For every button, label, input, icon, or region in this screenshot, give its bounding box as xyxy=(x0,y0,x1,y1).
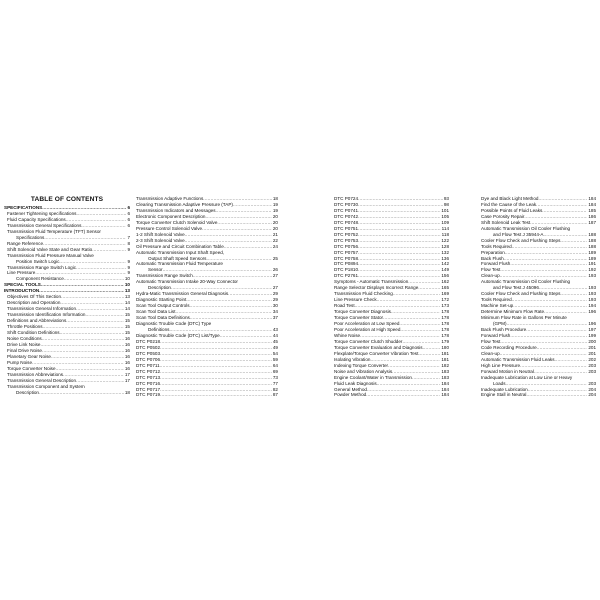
toc-page-number: 77 xyxy=(272,380,278,386)
toc-page-number: 184 xyxy=(588,201,596,207)
toc-page-number: 29 xyxy=(272,291,278,297)
toc-entry-title: Torque Converter Evaluation and Diagnosis xyxy=(334,344,423,350)
toc-page-number: 192 xyxy=(588,267,596,273)
toc-entry-title: Range Selector Displays Incorrect Range xyxy=(334,285,419,291)
toc-page-number: 14 xyxy=(124,306,130,312)
toc-entry-title: DTC P0724 xyxy=(334,196,359,201)
toc-entry-title: Sensor xyxy=(148,267,163,273)
toc-page-number: 20 xyxy=(272,219,278,225)
toc-page-number: 43 xyxy=(272,326,278,332)
toc-entry-title: SPECIFICATIONS xyxy=(4,205,43,210)
toc-entry-title: DTC P0719 xyxy=(136,392,161,398)
toc-entry-title: DTC P0730 xyxy=(334,201,359,207)
toc-entry-title: and Flow Test J 45096 xyxy=(493,285,539,291)
toc-page-number: 24 xyxy=(272,243,278,249)
toc-page-number: 30 xyxy=(272,303,278,309)
toc-page-number: 204 xyxy=(588,392,596,398)
toc-page-number: 15 xyxy=(124,312,130,318)
toc-page-number: 14 xyxy=(124,300,130,306)
toc-entry-title: Poor Acceleration at Low Speed xyxy=(334,321,400,327)
toc-entry-title: Definitions xyxy=(148,326,170,332)
toc-entry-title: Automatic Transmission Fluid Leaks xyxy=(481,356,555,362)
toc-page-number: 22 xyxy=(272,237,278,243)
toc-page-number: 109 xyxy=(441,219,449,225)
toc-page-number: 193 xyxy=(588,297,596,303)
toc-entry-title: Inadequate Lubrication at Low Line or Heavy xyxy=(481,374,573,380)
toc-entry-title: Automatic Transmission Input Shaft Speed, xyxy=(136,249,225,255)
toc-entry-title: DTC P0753 xyxy=(334,237,359,243)
toc-page-number: 149 xyxy=(441,267,449,273)
toc-page-number: 178 xyxy=(441,315,449,321)
toc-page-number: 34 xyxy=(272,309,278,315)
toc-column-3 xyxy=(334,196,449,398)
toc-page-number: 118 xyxy=(441,231,449,237)
toc-entry-title: Poor Acceleration at High Speed xyxy=(334,326,401,332)
toc-page-number: 201 xyxy=(588,350,596,356)
toc-page-number: 6 xyxy=(127,210,130,216)
toc-entry-title: Oil Pressure and Circuit Combination Table xyxy=(136,243,224,249)
dot-leader xyxy=(160,392,272,398)
toc-page-number: 199 xyxy=(588,332,596,338)
toc-page-number: 19 xyxy=(272,201,278,207)
toc-page-number: 6 xyxy=(127,222,130,228)
toc-entry-title: Diagnostic Trouble Code (DTC) List/Type xyxy=(136,332,220,338)
toc-entry-title: DTC P0756 xyxy=(334,243,359,249)
toc-page-number: 203 xyxy=(588,380,596,386)
toc-page-number: 27 xyxy=(272,285,278,291)
toc-entry-title: Tools Required xyxy=(481,297,512,303)
toc-entry-title: Preparation xyxy=(481,249,505,255)
toc-page-number: 64 xyxy=(272,362,278,368)
toc-page-number: 184 xyxy=(441,392,449,398)
toc-entry-title: Inadequate Lubrication xyxy=(481,386,528,392)
toc-entry-title: Find the Cause of the Leak xyxy=(481,201,537,207)
toc-entry-title: Transmission General Description xyxy=(7,377,77,383)
toc-page-number: 101 xyxy=(441,207,449,213)
toc-page-number: 20 xyxy=(272,225,278,231)
toc-entry-title: Clean-up xyxy=(481,350,500,356)
toc-page-number: 18 xyxy=(124,389,130,395)
toc-page-number: 13 xyxy=(124,288,130,294)
toc-page-number: 44 xyxy=(272,332,278,338)
toc-entry-title: DTC P0894 xyxy=(334,261,359,267)
toc-page-number: 179 xyxy=(441,338,449,344)
toc-page-number: 27 xyxy=(272,273,278,279)
toc-page-number: 73 xyxy=(272,374,278,380)
toc-entry-title: Automatic Transmission Intake 20-Way Connector xyxy=(136,279,238,285)
toc-title: TABLE OF CONTENTS xyxy=(30,196,104,203)
toc-entry-title: Shift Solenoid Valve State and Gear Ratio xyxy=(7,246,93,252)
toc-entry-title: Description xyxy=(148,285,171,291)
toc-entry-title: Position Switch Logic xyxy=(16,258,60,264)
toc-entry-title: DTC P0742 xyxy=(334,213,359,219)
toc-page-number: 16 xyxy=(124,365,130,371)
toc-page-number: 196 xyxy=(588,309,596,315)
toc-entry-title: DTC P0503 xyxy=(136,350,161,356)
toc-entry-title: Whine Noise xyxy=(334,332,361,338)
toc-entry-title: DTC P0757 xyxy=(334,249,359,255)
toc-entry[interactable] xyxy=(4,390,130,396)
toc-entry-title: DTC P0502 xyxy=(136,344,161,350)
toc-entry-title: High Line Pressure xyxy=(481,362,521,368)
toc-entry-title: Pressure Control Solenoid Valve xyxy=(136,225,203,231)
toc-page-number: 186 xyxy=(588,213,596,219)
toc-entry-title: DTC P0711 xyxy=(136,362,160,368)
toc-entry-title: Transmission General Information xyxy=(7,306,77,312)
toc-page-number: 16 xyxy=(124,359,130,365)
toc-entry-title: INTRODUCTION xyxy=(4,288,40,294)
toc-entry-title: Symptoms - Automatic Transmission xyxy=(334,279,409,285)
toc-entry-title: Drive Link Noise xyxy=(7,341,41,347)
toc-entry-title: Planetary Gear Noise xyxy=(7,353,51,359)
toc-page-number: 49 xyxy=(272,344,278,350)
toc-entry-title: Automatic Transmission Fluid Temperature xyxy=(136,261,223,267)
toc-column-1 xyxy=(4,196,130,396)
toc-entry-title: Indexing Torque Converter xyxy=(334,362,389,368)
toc-page-number: 181 xyxy=(441,356,449,362)
toc-entry-title: DTC P0717 xyxy=(136,386,161,392)
toc-page-number: 59 xyxy=(272,356,278,362)
toc-entry-title: Torque Converter Clutch Solenoid Valve xyxy=(136,219,218,225)
toc-page-number: 184 xyxy=(441,380,449,386)
toc-page-number: 13 xyxy=(124,294,130,300)
toc-entry-title: Shift Solenoid Leak Test xyxy=(481,219,531,225)
toc-page-number: 9 xyxy=(127,246,130,252)
toc-page-number: 114 xyxy=(441,225,449,231)
toc-entry-title: Forward Motion in Neutral xyxy=(481,368,534,374)
toc-page-number: 25 xyxy=(272,255,278,261)
toc-page-number: 37 xyxy=(272,315,278,321)
toc-entry-title: Torque Converter Clutch Shudder xyxy=(334,338,403,344)
toc-page-number: 15 xyxy=(124,324,130,330)
toc-page-number: 16 xyxy=(124,341,130,347)
toc-entry-title: Automatic Transmission Oil Cooler Flushing xyxy=(481,225,571,231)
toc-page-number: 193 xyxy=(588,273,596,279)
toc-page-number: 9 xyxy=(127,264,130,270)
toc-entry-title: Diagnostic Starting Point xyxy=(136,297,187,303)
toc-page-number: 162 xyxy=(441,279,449,285)
toc-page-number: 136 xyxy=(441,255,449,261)
toc-page-number: 16 xyxy=(124,353,130,359)
toc-entry-title: Transmission Fluid Temperature (TFT) Sensor xyxy=(7,228,101,234)
toc-page-number: 93 xyxy=(443,196,449,201)
toc-entry-title: Output Shaft Speed Sensors xyxy=(148,255,207,261)
toc-page-number: 172 xyxy=(441,297,449,303)
toc-entry-title: Description and Operation xyxy=(7,300,61,306)
toc-entry-title: DTC P0218 xyxy=(136,338,161,344)
toc-entry-title: Range Reference xyxy=(7,240,44,246)
toc-page-number: 29 xyxy=(272,297,278,303)
toc-entry-title: Hydra-Matic Transmission General Diagnosis xyxy=(136,291,229,297)
toc-entry[interactable] xyxy=(481,392,596,398)
toc-page-number: 8 xyxy=(127,240,130,246)
toc-entry-title: Clean-up xyxy=(481,273,500,279)
toc-page-number: 9 xyxy=(127,270,130,276)
toc-page-number: 26 xyxy=(272,267,278,273)
toc-entry-title: Fluid Leak Diagnosis xyxy=(334,380,377,386)
toc-entry-title: DTC P0706 xyxy=(136,356,161,362)
toc-entry-title: DTC P0713 xyxy=(136,374,161,380)
toc-page-number: 45 xyxy=(272,338,278,344)
toc-entry-title: Specifications xyxy=(16,234,45,240)
toc-page-number: 202 xyxy=(588,356,596,362)
toc-page-number: 188 xyxy=(588,231,596,237)
toc-page-number: 203 xyxy=(588,368,596,374)
toc-entry-title: Transmission Abbreviations xyxy=(7,371,63,377)
toc-entries-1 xyxy=(4,205,130,396)
toc-entry-title: Electronic Component Description xyxy=(136,213,206,219)
toc-entry-title: DTC P0712 xyxy=(136,368,161,374)
toc-entries-4 xyxy=(481,196,596,398)
toc-page-number: 178 xyxy=(441,332,449,338)
toc-page-number: 194 xyxy=(588,303,596,309)
toc-entry-title: Noise Conditions xyxy=(7,335,42,341)
toc-entry-title: Engine Coolant/Water in Transmission xyxy=(334,374,412,380)
toc-entry-title: DTC P0751 xyxy=(334,225,359,231)
toc-entry-title: Transmission Identification Information xyxy=(7,312,86,318)
toc-page-number: 69 xyxy=(272,368,278,374)
toc-page-number: 19 xyxy=(272,207,278,213)
toc-entry-title: Dye and Black Light Method xyxy=(481,196,539,201)
toc-entry-title: Flow Test xyxy=(481,338,501,344)
toc-page-number: 16 xyxy=(124,347,130,353)
toc-page-number: 189 xyxy=(588,249,596,255)
toc-entry-title: Fluid Capacity Specifications xyxy=(7,216,66,222)
toc-page-number: 10 xyxy=(124,276,130,282)
toc-entry-title: Component Resistance xyxy=(16,276,64,282)
toc-entry-title: DTC P0716 xyxy=(136,380,161,386)
toc-page-number: 17 xyxy=(124,371,130,377)
toc-entry-title: Torque Converter Noise xyxy=(7,365,56,371)
toc-entry-title: Line Pressure Check xyxy=(334,297,377,303)
toc-entry-title: Automatic Transmission Oil Cooler Flushing xyxy=(481,279,571,285)
toc-page-number: 82 xyxy=(272,386,278,392)
toc-page-number: 156 xyxy=(441,273,449,279)
toc-page-number: 16 xyxy=(124,335,130,341)
toc-entry-title: Forward Flush xyxy=(481,261,511,267)
toc-page-number: 165 xyxy=(441,285,449,291)
toc-page-number: 191 xyxy=(588,261,596,267)
toc-page-number: 122 xyxy=(441,237,449,243)
toc-page-number: 189 xyxy=(588,255,596,261)
toc-entry-title: Transmission Indicators and Messages xyxy=(136,207,216,213)
toc-page-number: 15 xyxy=(124,330,130,336)
toc-page-number: 98 xyxy=(443,201,449,207)
toc-page-number: 17 xyxy=(124,377,130,383)
toc-page-number: 184 xyxy=(441,386,449,392)
toc-page-number: 9 xyxy=(127,258,130,264)
toc-entry-title: SPECIAL TOOLS xyxy=(4,282,41,288)
dot-leader xyxy=(366,392,440,398)
toc-entry-title: Scan Tool Output Controls xyxy=(136,303,190,309)
toc-page-number: 10 xyxy=(124,282,130,288)
toc-page-number: 21 xyxy=(272,231,278,237)
toc-entry-title: Back Flush xyxy=(481,255,504,261)
toc-page-number: 193 xyxy=(588,285,596,291)
dot-leader xyxy=(224,244,272,250)
toc-entry-title: Cooler Flow Check and Flushing Steps xyxy=(481,291,561,297)
toc-page-number: 182 xyxy=(441,362,449,368)
toc-page-number: 20 xyxy=(272,213,278,219)
toc-page-number: 188 xyxy=(588,237,596,243)
toc-page-number: 188 xyxy=(588,243,596,249)
toc-entry-title: Shift Condition Definitions xyxy=(7,330,60,336)
toc-page-number: 6 xyxy=(127,205,130,210)
toc-page-number: 15 xyxy=(124,318,130,324)
toc-entry-title: DTC P2761 xyxy=(334,273,359,279)
toc-page-number: 54 xyxy=(272,350,278,356)
toc-entry-title: Road Test xyxy=(334,303,355,309)
toc-entry-title: Code Recording Procedure xyxy=(481,344,537,350)
dot-leader xyxy=(526,392,587,398)
toc-entry-title: Transmission Fluid Pressure Manual Valve xyxy=(7,252,94,258)
toc-entry-title: Case Porosity Repair xyxy=(481,213,525,219)
toc-page-number: 183 xyxy=(441,374,449,380)
toc-entry-title: Loads xyxy=(493,380,506,386)
toc-entry-title: Torque Converter Diagnosis xyxy=(334,309,391,315)
toc-entry-title: Description xyxy=(16,389,39,395)
toc-page-number: 178 xyxy=(441,309,449,315)
toc-page-number: 181 xyxy=(441,350,449,356)
toc-entry-title: Diagnostic Trouble Code (DTC) Type xyxy=(136,321,212,327)
toc-entry-title: DTC P0741 xyxy=(334,207,359,213)
toc-entry-title: Objectives Of This Section xyxy=(7,294,62,300)
toc-page-number: 180 xyxy=(441,344,449,350)
toc-entry-title: Pump Noise xyxy=(7,359,33,365)
toc-entry-title: 2-3 Shift Solenoid Valve xyxy=(136,237,185,243)
toc-entry-title: Machine Set-up xyxy=(481,303,514,309)
toc-entry-title: Flow Test xyxy=(481,267,501,273)
toc-entry-title: and Flow Test J 35944-A xyxy=(493,231,544,237)
toc-entry-title: Transmission Component and System xyxy=(7,383,85,389)
toc-page-number: 200 xyxy=(588,338,596,344)
toc-column-4 xyxy=(481,196,596,398)
toc-entry-title: DTC P0748 xyxy=(334,219,359,225)
toc-page-number: 201 xyxy=(588,344,596,350)
toc-entry-title: Clearing Transmission Adaptive Pressure (TAP) xyxy=(136,201,233,207)
toc-page-number: 7 xyxy=(127,234,130,240)
dot-leader xyxy=(39,390,124,396)
toc-entry-title: Scan Tool Data Definitions xyxy=(136,315,190,321)
toc-entry-title: DTC P0758 xyxy=(334,255,359,261)
toc-entry-title: Transmission Range Switch Logic xyxy=(7,264,77,270)
toc-page-number: 169 xyxy=(441,291,449,297)
toc-page-number: 173 xyxy=(441,303,449,309)
toc-entry-title: Transmission Range Switch xyxy=(136,273,193,279)
toc-entry-title: Fastener Tightening specifications xyxy=(7,210,77,216)
toc-entry-title: Forward Flush xyxy=(481,332,511,338)
toc-entry-title: Final Drive Noise xyxy=(7,347,42,353)
toc-page-number: 184 xyxy=(588,196,596,201)
toc-entry-title: Tools Required xyxy=(481,243,512,249)
toc-entry-title: Cooler Flow Check and Flushing Steps xyxy=(481,237,561,243)
toc-page-number: 132 xyxy=(441,249,449,255)
toc-entry-title: Back Flush Procedure xyxy=(481,326,527,332)
toc-entry-title: DTC P1810 xyxy=(334,267,359,273)
toc-page-number: 193 xyxy=(588,291,596,297)
toc-page-number: 197 xyxy=(588,326,596,332)
toc-entry-title: Throttle Positions xyxy=(7,324,43,330)
toc-entry-title: Isolating Vibration xyxy=(334,356,371,362)
toc-page-number: 178 xyxy=(441,326,449,332)
toc-entry-title: Transmission Adaptive Functions xyxy=(136,196,204,201)
toc-page-number: 178 xyxy=(441,321,449,327)
toc-entry-title: Possible Points of Fluid Leaks xyxy=(481,207,543,213)
toc-entry-title: Scan Tool Data List xyxy=(136,309,176,315)
toc-entry-title: Engine Stall in Neutral xyxy=(481,392,527,398)
toc-page-number: 185 xyxy=(588,207,596,213)
toc-entry-title: Transmission General Specifications xyxy=(7,222,82,228)
toc-page-number: 187 xyxy=(588,219,596,225)
toc-entry[interactable] xyxy=(334,392,449,398)
toc-entry[interactable] xyxy=(136,392,278,398)
toc-page-number: 18 xyxy=(272,196,278,201)
toc-page-number: 183 xyxy=(441,368,449,374)
toc-entry-title: DTC P0752 xyxy=(334,231,359,237)
toc-entry-title: Powder Method xyxy=(334,392,367,398)
toc-entry-title: Line Pressure xyxy=(7,270,36,276)
toc-entry-title: Torque Converter Stator xyxy=(334,315,384,321)
toc-entry-title: Definitions and Abbreviations xyxy=(7,318,67,324)
toc-entry-title: Determine Minimum Flow Rate xyxy=(481,309,545,315)
toc-entry-title: (GPM) xyxy=(493,321,507,327)
toc-entry-title: Transmission Fluid Checking xyxy=(334,291,393,297)
toc-entry-title: Noise and Vibration Analysis xyxy=(334,368,393,374)
toc-page-number: 203 xyxy=(588,362,596,368)
toc-page-number: 204 xyxy=(588,386,596,392)
toc-page-number: 196 xyxy=(588,321,596,327)
dot-leader xyxy=(92,247,126,253)
toc-page-number: 105 xyxy=(441,213,449,219)
toc-entry-title: 1-2 Shift Solenoid Valve xyxy=(136,231,185,237)
toc-entries-3 xyxy=(334,196,449,398)
toc-column-2 xyxy=(136,196,278,398)
toc-entries-2 xyxy=(136,196,278,398)
toc-page-number: 87 xyxy=(272,392,278,398)
toc-entry-title: Minimum Flow Rate in Gallons Per Minute xyxy=(481,315,567,321)
toc-page-number: 142 xyxy=(441,261,449,267)
toc-entry-title: General Method xyxy=(334,386,367,392)
toc-page-number: 128 xyxy=(441,243,449,249)
toc-page-number: 6 xyxy=(127,216,130,222)
toc-entry-title: Flexplate/Torque Converter Vibration Test xyxy=(334,350,419,356)
